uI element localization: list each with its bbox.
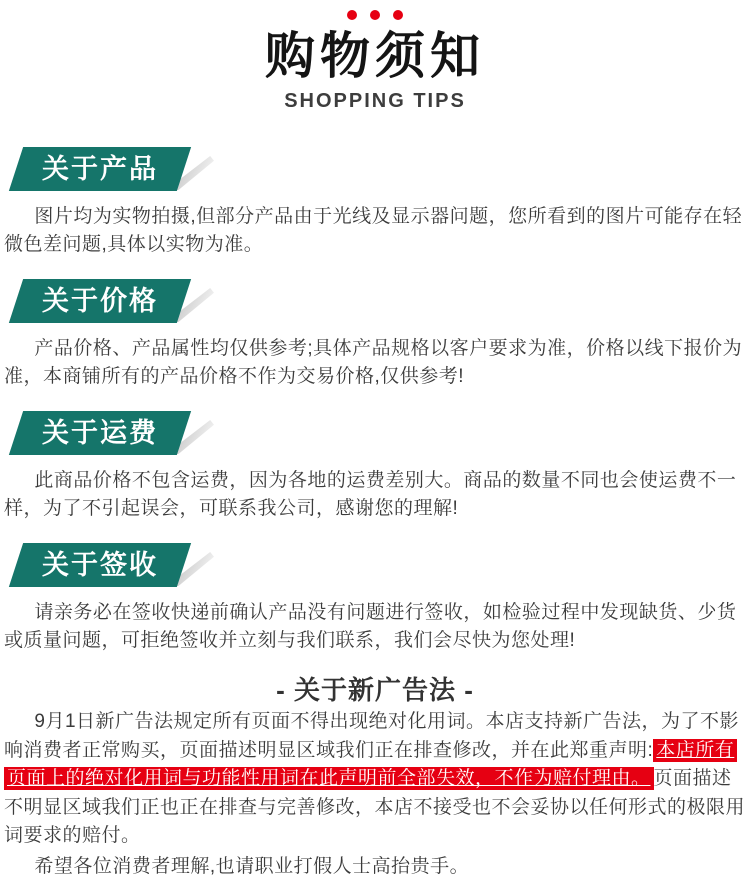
section-heading: 关于价格 [42, 286, 158, 316]
section-receipt [0, 543, 750, 655]
ribbon-parallelogram [9, 147, 191, 191]
ad-law-highlighted-disclaimer: 本店所有页面上的绝对化用词与功能性用词在此声明前全部失效，不作为赔付理由。 [4, 739, 737, 791]
section-body: 图片均为实物拍摄,但部分产品由于光线及显示器问题，您所看到的图片可能存在轻微色差问题,具体以实物为准。 [4, 206, 743, 255]
section-body: 此商品价格不包含运费，因为各地的运费差别大。商品的数量不同也会使运费不一样，为了不引起误会，可联系我公司，感谢您的理解! [4, 470, 737, 519]
ad-law-pre-text: 9月1日新广告法规定所有页面不得出现绝对化用词。本店支持新广告法，为了不影响消费者正常购买，页面描述明显区域我们正在排查修改，并在此郑重声明: [4, 711, 740, 761]
ad-law-closing: 希望各位消费者理解,也请职业打假人士高抬贵手。 [34, 855, 470, 877]
section-body: 产品价格、产品属性均仅供参考;具体产品规格以客户要求为准，价格以线下报价为准，本商铺所有的产品价格不作为交易价格,仅供参考! [4, 338, 743, 387]
ribbon-parallelogram [9, 543, 191, 587]
red-dot-icon [347, 10, 357, 20]
section-product [0, 147, 750, 259]
title-block [0, 10, 750, 113]
page-subtitle: SHOPPING TIPS [284, 90, 466, 112]
page-title: 购物须知 [265, 28, 485, 84]
section-heading-ribbon [16, 543, 184, 587]
section-heading: 关于运费 [42, 418, 158, 448]
section-heading-ribbon [16, 147, 184, 191]
section-heading: 关于产品 [42, 154, 158, 184]
section-shipping [0, 411, 750, 523]
ribbon-parallelogram [9, 411, 191, 455]
ad-law-heading: - 关于新广告法 - [276, 675, 474, 705]
section-heading: 关于签收 [42, 550, 158, 580]
ribbon-parallelogram [9, 279, 191, 323]
red-dot-icon [393, 10, 403, 20]
ad-law-post-text: 页面描述不明显区域我们正也正在排查与完善修改，本店不接受也不会妥协以任何形式的极限用词要求的赔付。 [4, 768, 746, 846]
section-price [0, 279, 750, 391]
section-heading-ribbon [16, 411, 184, 455]
section-ad-law [0, 675, 750, 881]
ad-law-paragraph [4, 708, 746, 851]
section-body: 请亲务必在签收快递前确认产品没有问题进行签收，如检验过程中发现缺货、少货或质量问题，可拒绝签收并立刻与我们联系，我们会尽快为您处理! [4, 602, 737, 651]
red-dot-icon [370, 10, 380, 20]
title-dots [0, 10, 750, 20]
section-heading-ribbon [16, 279, 184, 323]
sections [0, 147, 750, 655]
